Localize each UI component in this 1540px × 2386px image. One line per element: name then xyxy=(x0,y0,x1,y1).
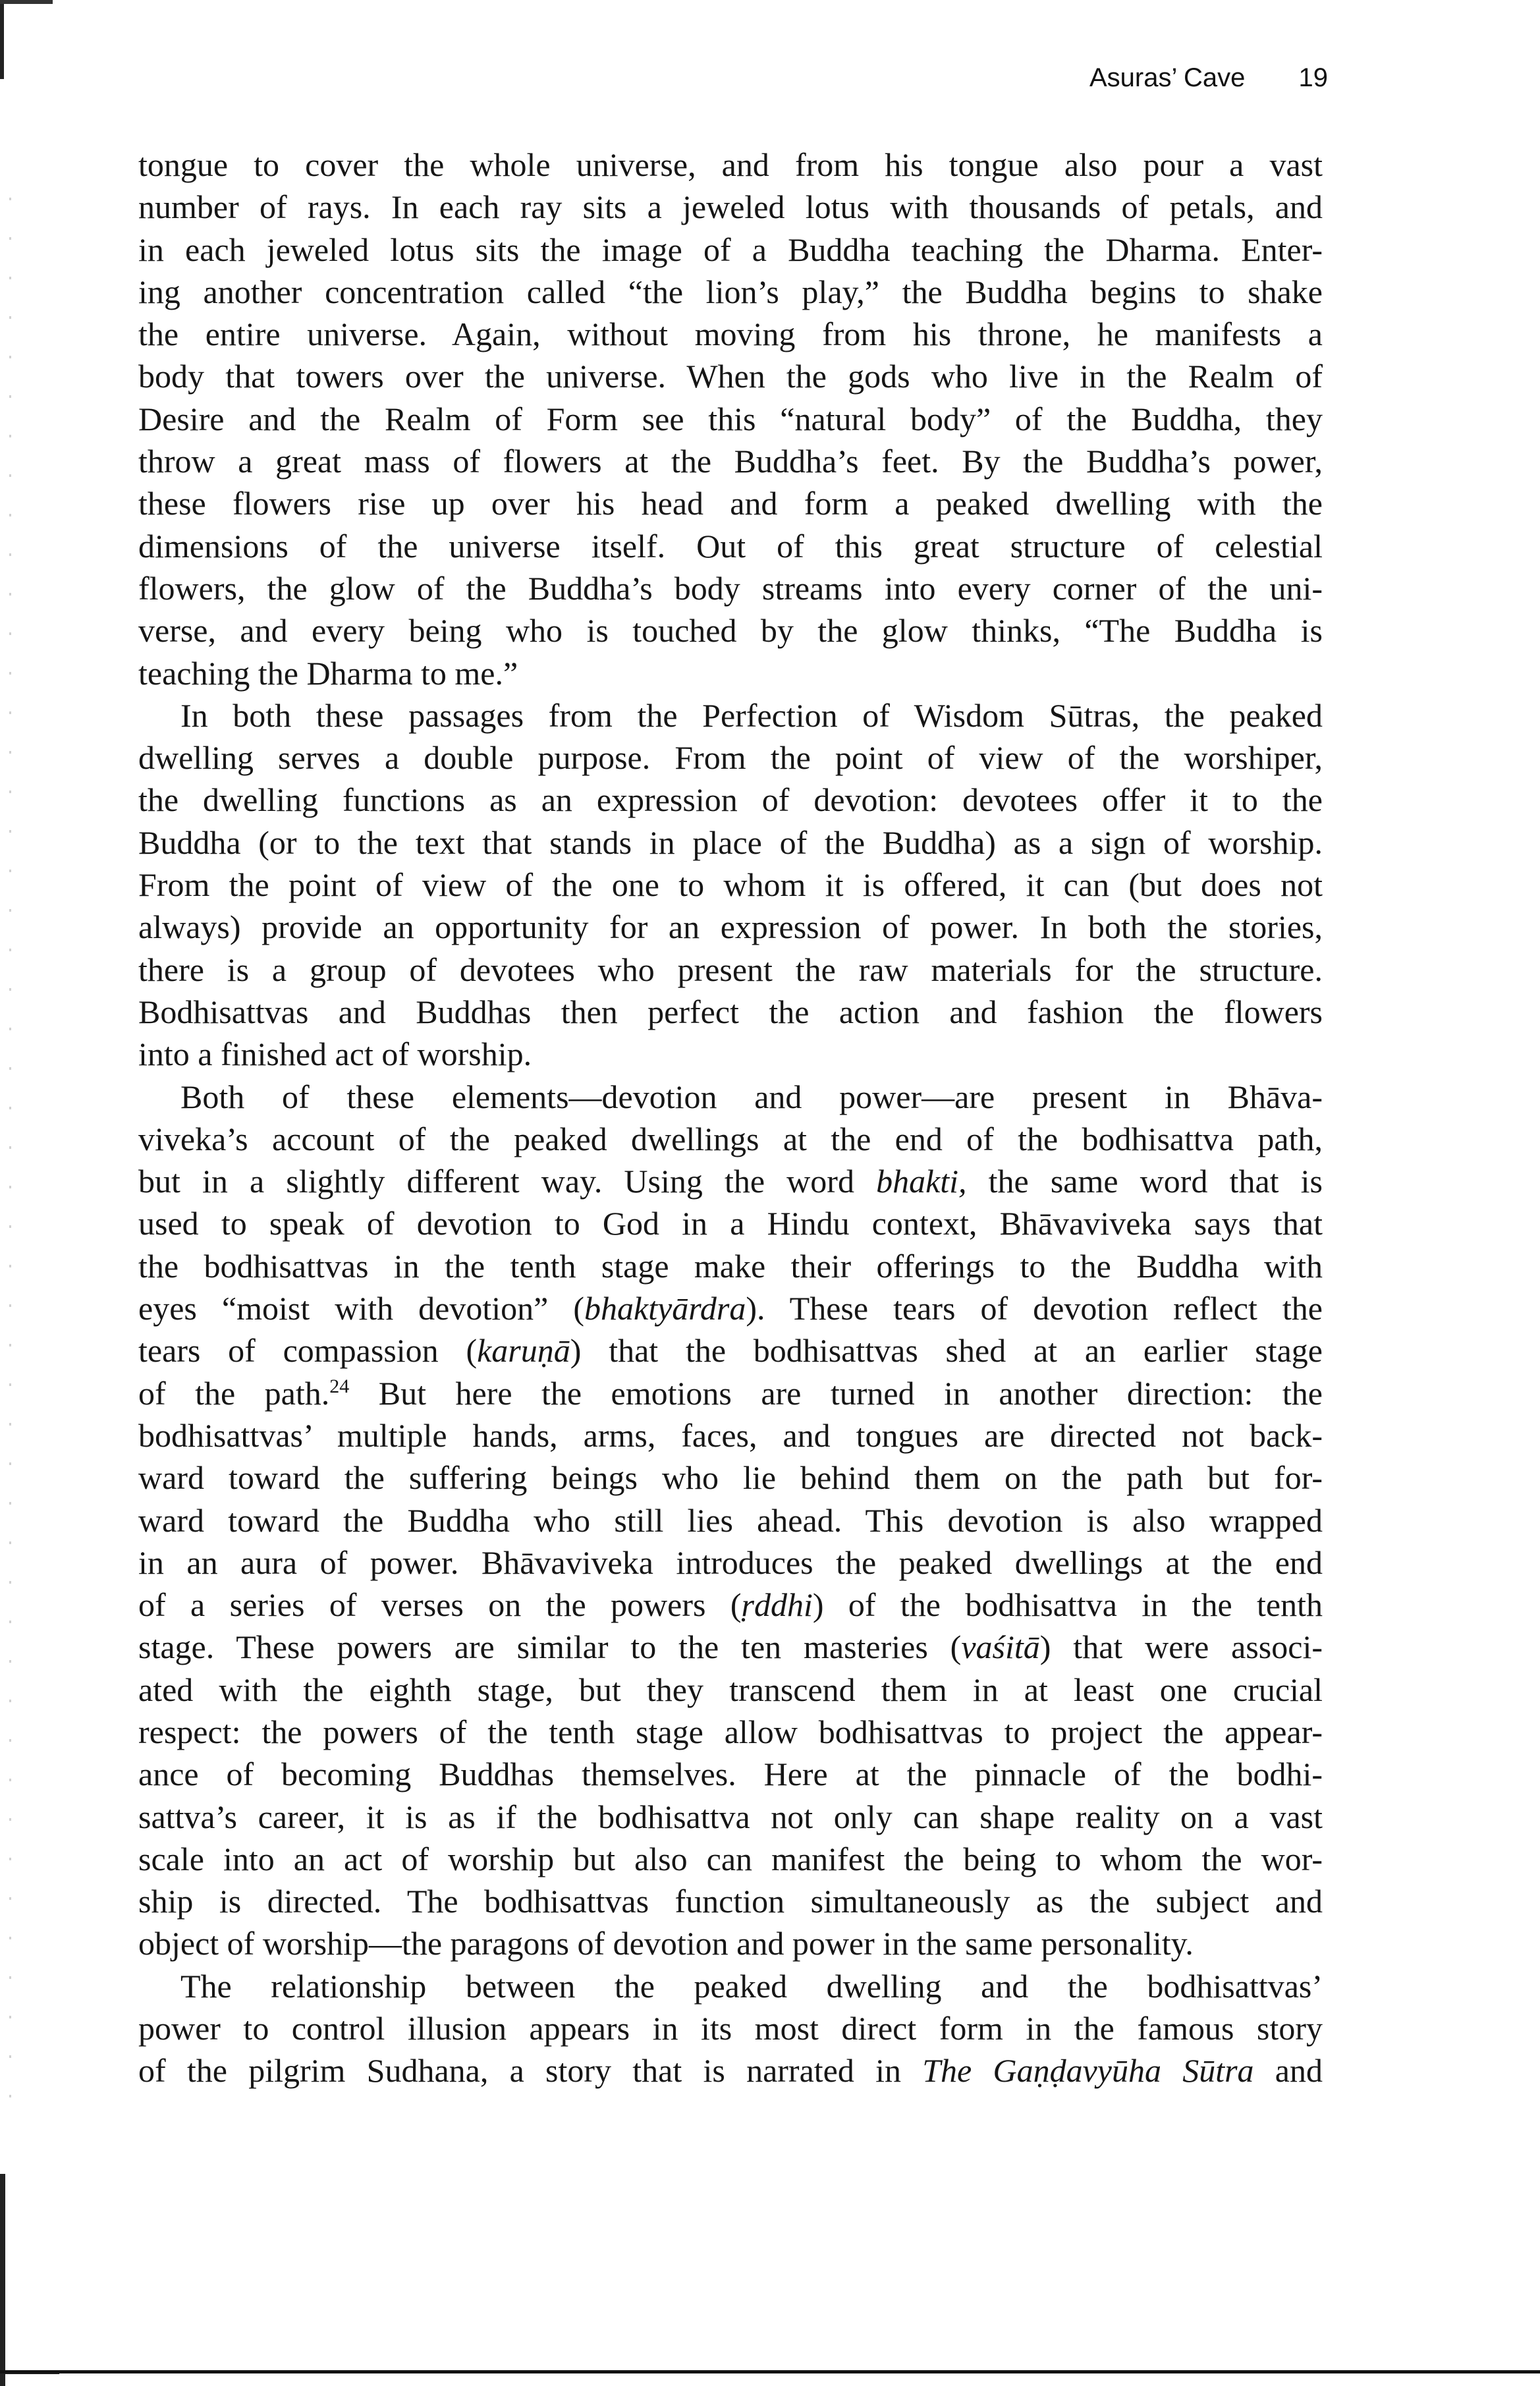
text-line: ship is directed. The bodhisattvas function simultaneously as the subject and xyxy=(138,1883,1323,1920)
text-line: ing another concentration called “the lion’s play,” the Buddha begins to shake xyxy=(138,273,1323,310)
text-line: ance of becoming Buddhas themselves. Here at the pinnacle of the bodhi- xyxy=(138,1756,1323,1793)
text-line: power to control illusion appears in its most direct form in the famous story xyxy=(138,2010,1323,2047)
text-line: Bodhisattvas and Buddhas then perfect the action and fashion the flowers xyxy=(138,993,1323,1030)
text-segment: but in a slightly different way. Using the word xyxy=(138,1163,877,1200)
text-line xyxy=(138,1626,1323,1668)
text-line xyxy=(138,1372,1323,1414)
italic-title: The Gaṇḍavyūha Sūtra xyxy=(922,2052,1254,2090)
paragraph-start-line: Both of these elements—devotion and power—are present in Bhāva- xyxy=(180,1078,1323,1115)
text-segment: ) of the bodhisattva in the tenth xyxy=(812,1586,1323,1624)
text-line: dwelling serves a double purpose. From the point of view of the worshiper, xyxy=(138,739,1323,777)
running-head-title: Asuras’ Cave xyxy=(1089,63,1246,92)
text-line: the dwelling functions as an expression of devotion: devotees offer it to the xyxy=(138,781,1323,819)
text-line xyxy=(138,1329,1323,1372)
text-line: ward toward the suffering beings who lie behind them on the path but for- xyxy=(138,1459,1323,1497)
italic-term: bhaktyārdra xyxy=(584,1290,746,1327)
text-line: scale into an act of worship but also can manifest the being to whom the wor- xyxy=(138,1840,1323,1877)
text-line: flowers, the glow of the Buddha’s body streams into every corner of the uni- xyxy=(138,569,1323,607)
text-line: ward toward the Buddha who still lies ahead. This devotion is also wrapped xyxy=(138,1501,1323,1539)
text-line: Buddha (or to the text that stands in place of the Buddha) as a sign of worship. xyxy=(138,823,1323,861)
text-line xyxy=(138,1287,1323,1329)
text-line: there is a group of devotees who present the raw materials for the structure. xyxy=(138,951,1323,988)
text-segment: stage. These powers are similar to the ten masteries ( xyxy=(138,1628,962,1666)
scan-edge-speckle xyxy=(9,198,11,2108)
text-line: in each jeweled lotus sits the image of a Buddha teaching the Dharma. Enter- xyxy=(138,231,1323,268)
text-segment: of a series of verses on the powers ( xyxy=(138,1586,742,1624)
text-segment: ). These tears of devotion reflect the xyxy=(746,1290,1323,1327)
text-line: throw a great mass of flowers at the Buddha’s feet. By the Buddha’s power, xyxy=(138,443,1323,480)
text-segment: of the pilgrim Sudhana, a story that is narrated in xyxy=(138,2052,923,2090)
paragraph-start-line: The relationship between the peaked dwelling and the bodhisattvas’ xyxy=(180,1967,1323,2005)
text-line: tongue to cover the whole universe, and from his tongue also pour a vast xyxy=(138,146,1323,183)
text-line: respect: the powers of the tenth stage allow bodhisattvas to project the appear- xyxy=(138,1713,1323,1750)
italic-term: bhakti, xyxy=(876,1163,967,1200)
text-segment: But here the emotions are turned in another direction: the xyxy=(349,1374,1323,1412)
text-line: body that towers over the universe. When the gods who live in the Realm of xyxy=(138,358,1323,395)
text-segment: the same word that is xyxy=(966,1163,1323,1200)
text-line: the entire universe. Again, without moving from his throne, he manifests a xyxy=(138,316,1323,353)
text-line: number of rays. In each ray sits a jeweled lotus with thousands of petals, and xyxy=(138,188,1323,226)
italic-term: vaśitā xyxy=(961,1628,1040,1666)
text-line: bodhisattvas’ multiple hands, arms, faces, and tongues are directed not back- xyxy=(138,1416,1323,1454)
text-segment: eyes “moist with devotion” ( xyxy=(138,1290,585,1327)
text-line: the bodhisattvas in the tenth stage make their offerings to the Buddha with xyxy=(138,1247,1323,1285)
text-line: Desire and the Realm of Form see this “natural body” of the Buddha, they xyxy=(138,400,1323,437)
text-line xyxy=(138,1584,1323,1626)
running-head xyxy=(1089,63,1328,93)
text-line: sattva’s career, it is as if the bodhisattva not only can shape reality on a vast xyxy=(138,1798,1323,1835)
footnote-marker: 24 xyxy=(329,1375,350,1397)
page-number: 19 xyxy=(1298,63,1328,92)
text-segment: and xyxy=(1253,2052,1323,2090)
text-line: viveka’s account of the peaked dwellings at the end of the bodhisattva path, xyxy=(138,1120,1323,1157)
text-line: used to speak of devotion to God in a Hindu context, Bhāvaviveka says that xyxy=(138,1205,1323,1242)
text-segment: ) that were associ- xyxy=(1039,1628,1323,1666)
body-text xyxy=(138,144,1323,2092)
italic-term: ṛddhi xyxy=(741,1586,813,1624)
italic-term: karuṇā xyxy=(477,1332,570,1370)
scan-corner-mark xyxy=(0,0,11,79)
text-segment: ) that the bodhisattvas shed at an earlier stage xyxy=(570,1332,1323,1370)
scan-bottom-rule xyxy=(0,2370,1540,2373)
text-line: object of worship—the paragons of devotion and power in the same personality. xyxy=(138,1925,1194,1962)
text-segment: tears of compassion ( xyxy=(138,1332,478,1370)
text-line: dimensions of the universe itself. Out of this great structure of celestial xyxy=(138,527,1323,565)
text-line: into a finished act of worship. xyxy=(138,1036,532,1073)
text-line: ated with the eighth stage, but they transcend them in at least one crucial xyxy=(138,1671,1323,1708)
text-line: always) provide an opportunity for an expression of power. In both the stories, xyxy=(138,908,1323,946)
paragraph-start-line: In both these passages from the Perfection of Wisdom Sūtras, the peaked xyxy=(180,696,1323,734)
text-line xyxy=(138,2049,1323,2092)
text-line: From the point of view of the one to whom it is offered, it can (but does not xyxy=(138,866,1323,904)
text-segment: of the path. xyxy=(138,1374,330,1412)
scan-corner-mark-bottom xyxy=(0,2174,5,2386)
text-line: in an aura of power. Bhāvaviveka introduces the peaked dwellings at the end xyxy=(138,1543,1323,1581)
text-line: verse, and every being who is touched by the glow thinks, “The Buddha is xyxy=(138,612,1323,650)
text-line xyxy=(138,1160,1323,1202)
text-line: these flowers rise up over his head and form a peaked dwelling with the xyxy=(138,485,1323,522)
text-line: teaching the Dharma to me.” xyxy=(138,654,518,692)
